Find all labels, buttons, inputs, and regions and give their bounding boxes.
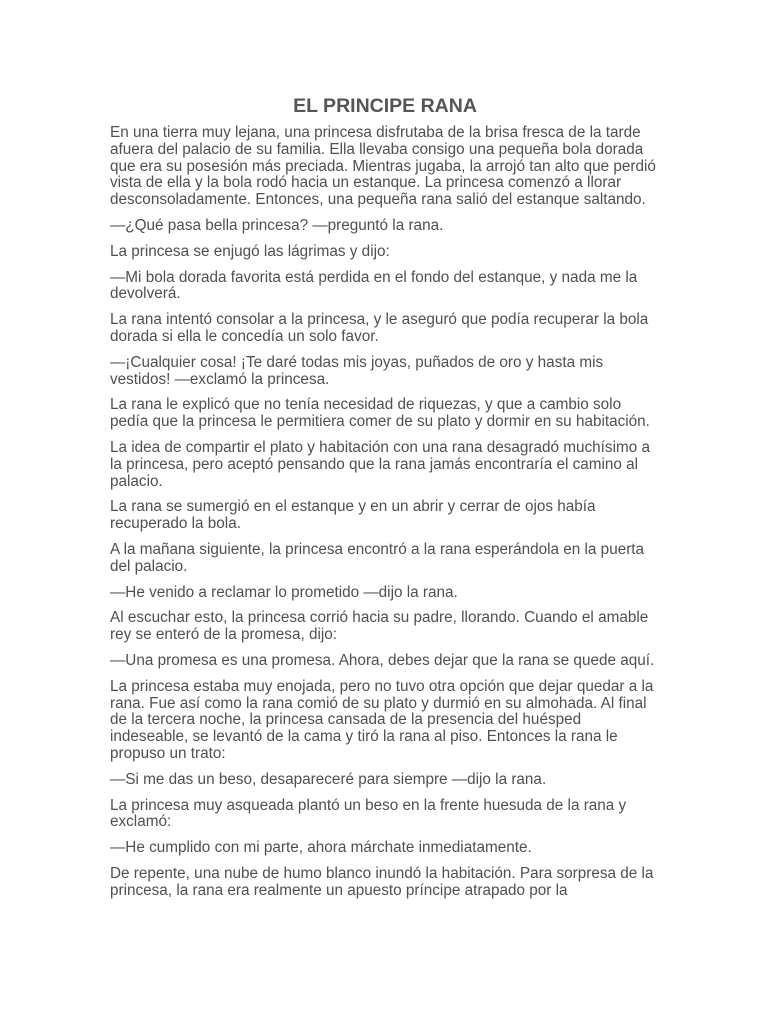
paragraph: La princesa estaba muy enojada, pero no tuvo otra opción que dejar quedar a la rana. Fue así como la rana comió de su plato y durmió en su almohada. Al final de la tercera noche, la princesa cansada de la presencia del huésped indeseable, se levantó de la cama y tiró la rana al piso. Entonces la rana le propuso un trato: <box>110 677 654 762</box>
paragraph: En una tierra muy lejana, una princesa disfrutaba de la brisa fresca de la tarde afuera del palacio de su familia. Ella llevaba consigo una pequeña bola dorada que era su posesión más preciada. Mientras jugaba, la arrojó tan alto que perdió vista de ella y la bola rodó hacia un estanque. La princesa comenzó a llorar desconsoladamente. Entonces, una pequeña rana salió del estanque saltando. <box>110 124 656 209</box>
paragraph: La rana intentó consolar a la princesa, y le aseguró que podía recuperar la bola dorada si ella le concedía un solo favor. <box>110 311 649 345</box>
paragraph: —Si me das un beso, desapareceré para siempre —dijo la rana. <box>110 770 547 788</box>
paragraph: Al escuchar esto, la princesa corrió hacia su padre, llorando. Cuando el amable rey se enteró de la promesa, dijo: <box>110 609 649 644</box>
paragraph: —¿Qué pasa bella princesa? —preguntó la rana. <box>110 216 444 234</box>
paragraph: La rana se sumergió en el estanque y en un abrir y cerrar de ojos había recuperado la bola. <box>110 498 596 533</box>
paragraph: —¡Cualquier cosa! ¡Te daré todas mis joyas, puñados de oro y hasta mis vestidos! —exclamó la princesa. <box>110 353 604 388</box>
paragraph: La idea de compartir el plato y habitación con una rana desagradó muchísimo a la princesa, pero aceptó pensando que la rana jamás encontraría el camino al palacio. <box>110 438 650 490</box>
paragraph: De repente, una nube de humo blanco inundó la habitación. Para sorpresa de la princesa, la rana era realmente un apuesto príncipe atrapado por la <box>110 865 654 899</box>
paragraph: La princesa se enjugó las lágrimas y dijo: <box>110 242 390 260</box>
paragraph: La princesa muy asqueada plantó un beso en la frente huesuda de la rana y exclamó: <box>110 796 627 831</box>
paragraph: —Mi bola dorada favorita está perdida en el fondo del estanque, y nada me la devolverá. <box>110 268 638 303</box>
paragraph: —Una promesa es una promesa. Ahora, debes dejar que la rana se quede aquí. <box>110 651 655 669</box>
document-body <box>110 94 660 908</box>
paragraph: —He cumplido con mi parte, ahora márchate inmediatamente. <box>110 839 532 857</box>
paragraph: —He venido a reclamar lo prometido —dijo la rana. <box>110 583 458 601</box>
paragraph: A la mañana siguiente, la princesa encontró a la rana esperándola en la puerta del palacio. <box>110 540 645 575</box>
paragraph: La rana le explicó que no tenía necesidad de riquezas, y que a cambio solo pedía que la princesa le permitiera comer de su plato y dormir en su habitación. <box>110 396 650 431</box>
document-title: EL PRINCIPE RANA <box>293 95 477 117</box>
